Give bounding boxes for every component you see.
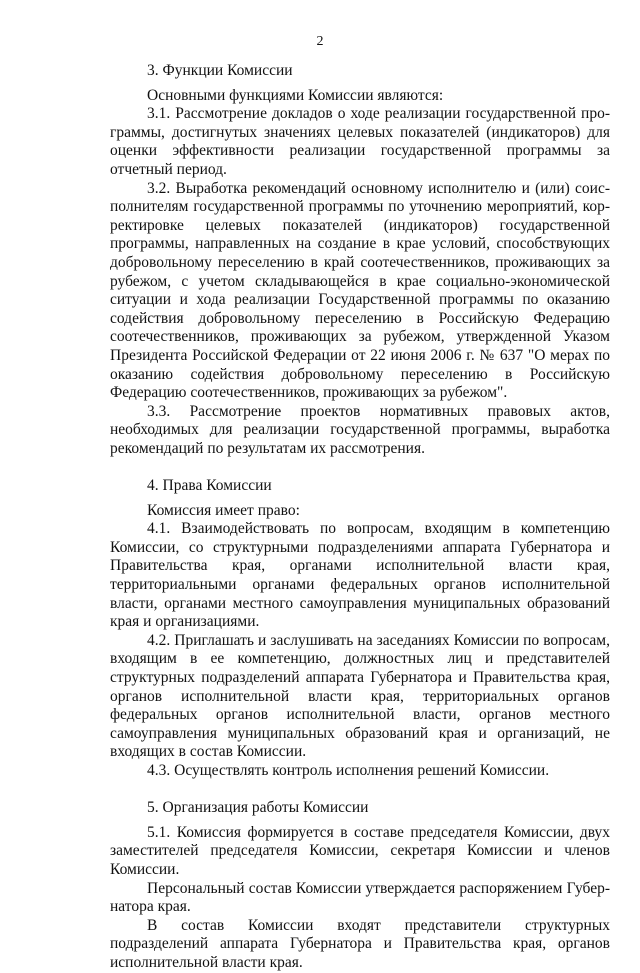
- section-5-heading: 5. Организация работы Комиссии: [147, 799, 369, 817]
- page-number: 2: [316, 34, 324, 49]
- section-5-item-2: Персональный состав Комиссии утверждается распоряжением Губернатора края.: [110, 879, 610, 916]
- section-4-lead: Комиссия имеет право:: [147, 501, 300, 519]
- section-3-item-2: 3.2. Выработка рекомендаций основному исполнителю и (или) соисполнителям государственной программы по уточнению мероприятий, корректировке целевых показателей (индикаторов) государственной программы, направленных на создание в крае условий, способствующих добровольному переселению в край соотечественников, проживающих за рубежом, с учетом складывающейся в крае социально-экономической ситуации и хода реализации Государственной программы по оказанию содействия добровольному переселению в Российскую Федерацию соотечественников, проживающих за рубежом, утвержденной Указом Президента Российской Федерации от 22 июня 2006 г. № 637 "О мерах по оказанию содействия добровольному переселению в Российскую Федерацию соотечественников, проживающих за рубежом".: [110, 179, 610, 402]
- section-4-item-2: 4.2. Приглашать и заслушивать на заседаниях Комиссии по вопросам, входящим в ее компетенцию, должностных лиц и представителей структурных подразделений аппарата Губернатора и Правительства края, органов исполнительной власти края, территориальных органов федеральных органов исполнительной власти, органов местного самоуправления муниципальных образований края и организаций, не входящих в состав Комиссии.: [110, 631, 610, 761]
- section-4-heading: 4. Права Комиссии: [147, 477, 272, 495]
- section-3-item-1: 3.1. Рассмотрение докладов о ходе реализации государственной программы, достигнутых значениях целевых показателей (индикаторов) для оценки эффективности реализации государственной программы за отчетный период.: [110, 105, 610, 178]
- section-3-heading: 3. Функции Комиссии: [147, 62, 293, 79]
- section-3-item-3: 3.3. Рассмотрение проектов нормативных правовых актов, необходимых для реализации государственной программы, выработка рекомендаций по результатам их рассмотрения.: [110, 402, 610, 457]
- section-4-item-1: 4.1. Взаимодействовать по вопросам, входящим в компетенцию Комиссии, со структурными подразделениями аппарата Губернатора и Правительства края, органами исполнительной власти края, территориальными органами федеральных органов исполнительной власти, органами местного самоуправления муниципальных образований края и организациями.: [110, 520, 610, 631]
- document-body: [110, 62, 610, 973]
- section-5-item-3: В состав Комиссии входят представители структурных подразделений аппарата Губернатора и Правительства края, органов исполнительной власти края.: [110, 916, 610, 971]
- section-3-lead: Основными функциями Комиссии являются:: [147, 86, 444, 104]
- section-5-item-1: 5.1. Комиссия формируется в составе председателя Комиссии, двух заместителей председателя Комиссии, секретаря Комиссии и членов Комиссии.: [110, 823, 610, 878]
- section-4-item-3: 4.3. Осуществлять контроль исполнения решений Комиссии.: [147, 761, 550, 779]
